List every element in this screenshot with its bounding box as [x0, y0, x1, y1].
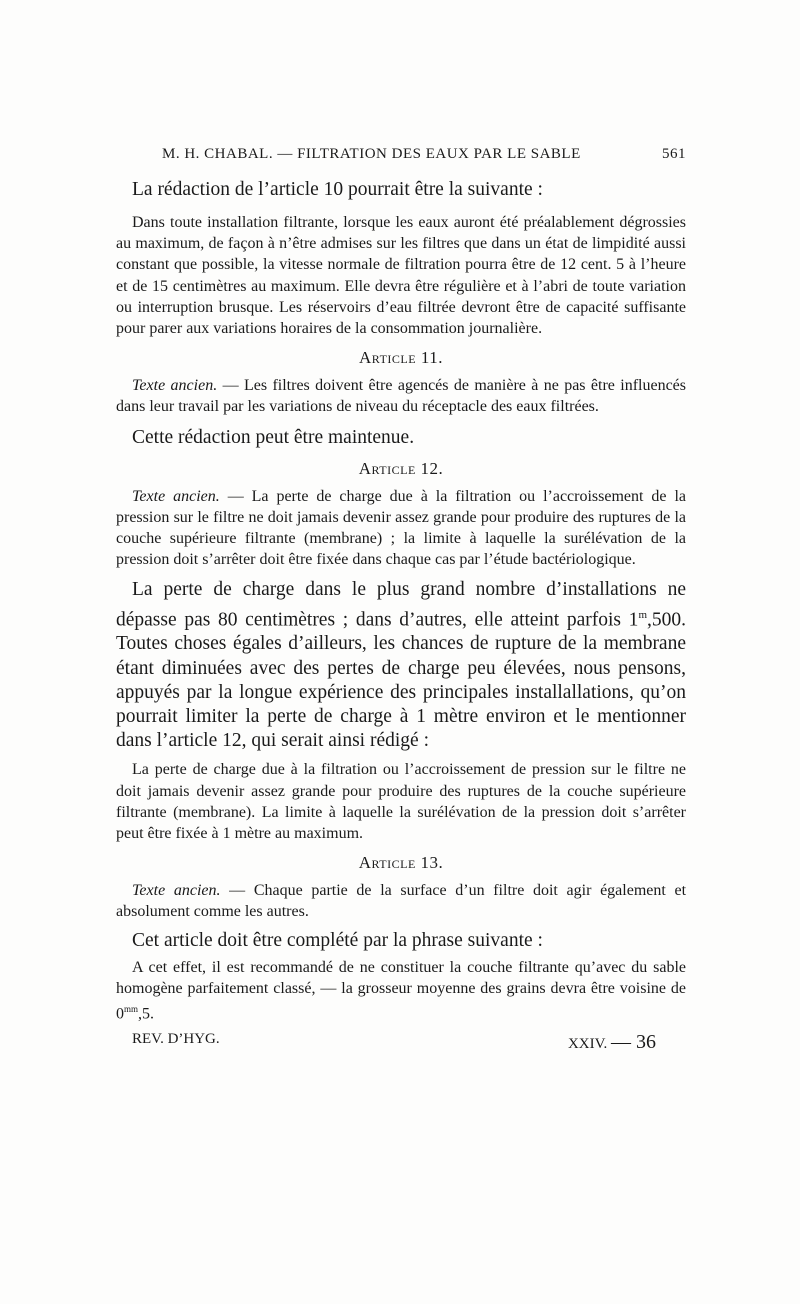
addition-part-2: ,5. [138, 1005, 155, 1023]
footer-journal: REV. D’HYG. [132, 1030, 220, 1047]
article-11-heading [116, 348, 686, 368]
article-11-word: Article [359, 348, 417, 368]
article-12-text [116, 486, 686, 571]
article-11-text [116, 375, 686, 417]
article-12-heading [116, 459, 686, 479]
article-13-body: — Chaque partie de la surface d’un filtre doit agir également et absolument comme les autres. [116, 882, 687, 921]
proposed-article-10: Dans toute installation filtrante, lorsque les eaux auront été préalablement dégrossies au maximum, de façon à n’être admises sur les filtres que dans un état de limpidité aussi constant que possible, la vitesse normale de filtration pourra être de 12 cent. 5 à l’heure et de 15 centimètres au maximum. Elle devra être régulière et à l’abri de toute variation ou interruption brusque. Les réservoirs d’eau filtrée devront être de capacité suffisante pour parer aux variations horaires de la consommation journalière. [116, 214, 686, 338]
lead-sentence-1: La rédaction de l’article 10 pourrait être la suivante : [132, 179, 543, 200]
footer-signature-group [568, 1031, 656, 1054]
article-12-label: Texte ancien. [132, 487, 220, 505]
footer-signature: — 36 [611, 1030, 656, 1053]
lead-sentence-3: Cet article doit être complété par la phrase suivante : [132, 929, 543, 951]
commentary-part-2: ,500. Toutes choses égales d’ailleurs, les chances de rupture de la membrane étant diminuées avec des pertes de charge peu élevées, nous pensons, appuyés par la longue expérience des principales installallations, qu’on pourrait limiter la perte de charge à 1 mètre environ et le mentionner dans l’article 12, qui serait ainsi rédigé : [116, 609, 686, 752]
article-11-number: 11. [420, 348, 443, 368]
article-13-text [116, 880, 686, 922]
article-13-number: 13. [420, 853, 444, 873]
footer-volume: XXIV. [567, 1035, 608, 1052]
running-head-title: M. H. CHABAL. — FILTRATION DES EAUX PAR LE SABLE [162, 146, 581, 162]
page-number: 561 [662, 146, 686, 162]
addition-unit-sup: mm [124, 1003, 139, 1014]
article-12-body: — La perte de charge due à la filtration ou l’accroissement de la pression sur le filtre ne doit jamais devenir assez grande pour produire des ruptures de la couche supérieure filtrante (membrane) ; la limite à laquelle la surélévation de la pression doit s’arrêter doit être fixée dans chaque cas par l’étude bactériologique. [116, 487, 687, 569]
article-13-heading [116, 853, 686, 873]
article-11-label: Texte ancien. [132, 377, 218, 395]
proposed-article-12: La perte de charge due à la filtration ou l’accroissement de pression sur le filtre ne doit jamais devenir assez grande pour produire des ruptures de la couche supérieure filtrante (membrane). La limite à laquelle la surélévation de la pression doit s’arrêter peut être fixée à 1 mètre au maximum. [116, 761, 686, 842]
article-13-label: Texte ancien. [132, 882, 221, 900]
document-page [116, 146, 686, 1054]
article-11-body: — Les filtres doivent être agencés de manière à ne pas être influencés dans leur travail par les variations de niveau du réceptacle des eaux filtrées. [116, 377, 687, 416]
lead-sentence-2: Cette rédaction peut être maintenue. [132, 426, 415, 448]
commentary-part-1: La perte de charge dans le plus grand nombre d’installations ne dépasse pas 80 centimètres ; dans d’autres, elle atteint parfois 1 [116, 579, 686, 631]
addition-part-1: A cet effet, il est recommandé de ne constituer la couche filtrante qu’avec du sable homogène parfaitement classé, — la grosseur moyenne des grains devra être voisine de 0 [116, 958, 686, 1023]
proposed-article-13-addition [116, 957, 686, 1025]
article-12-number: 12. [420, 458, 444, 478]
article-13-word: Article [358, 853, 416, 873]
page-footer [132, 1031, 656, 1054]
running-head [162, 146, 686, 172]
article-12-word: Article [358, 458, 416, 478]
commentary-paragraph [116, 578, 686, 753]
commentary-unit-sup: m [638, 608, 647, 621]
